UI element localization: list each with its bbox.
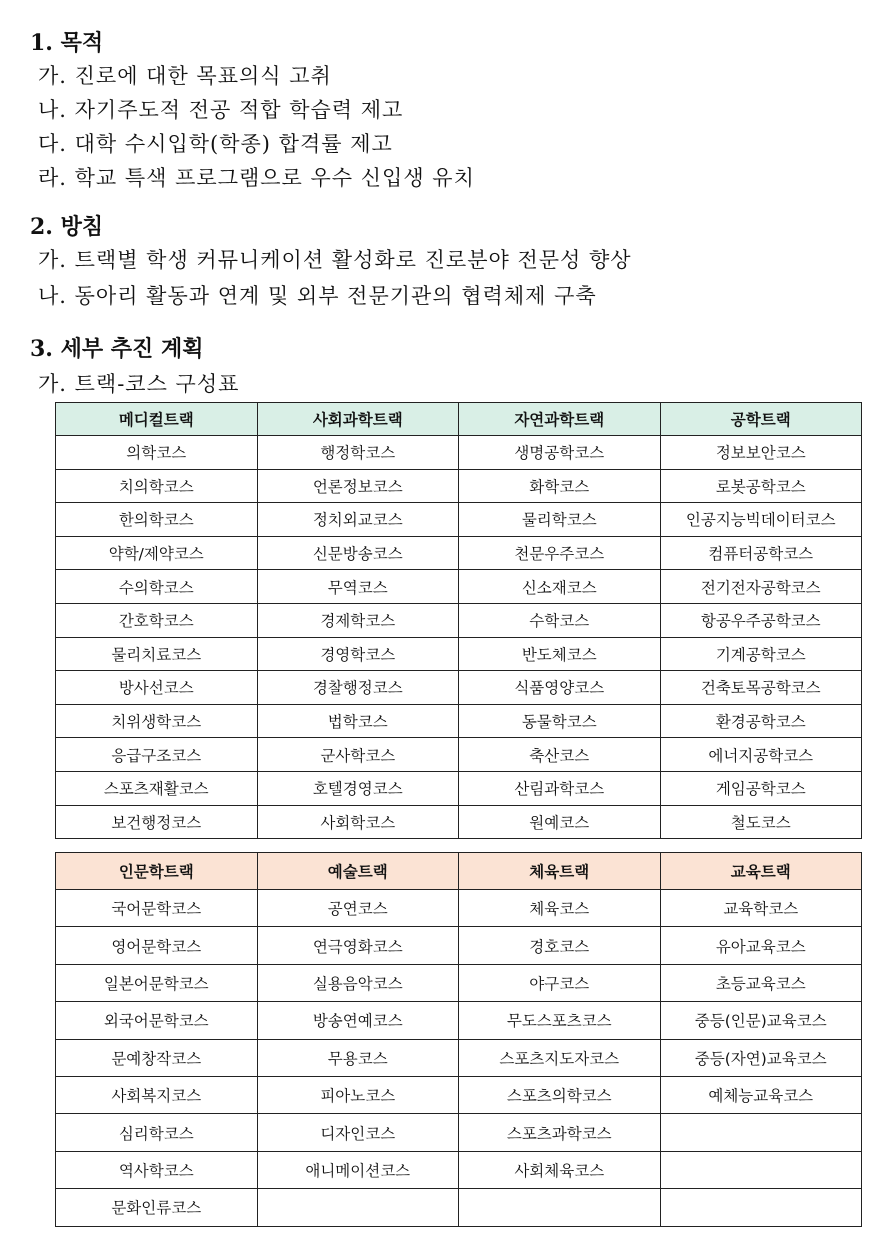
- table-cell: 화학코스: [459, 469, 661, 503]
- table-cell: 정치외교코스: [257, 503, 459, 537]
- table-cell: 의학코스: [56, 436, 258, 470]
- table-cell: 정보보안코스: [660, 436, 862, 470]
- table-cell: 법학코스: [257, 704, 459, 738]
- table-cell: 에너지공학코스: [660, 738, 862, 772]
- table-cell: 기계공학코스: [660, 637, 862, 671]
- table-cell: [257, 1189, 459, 1226]
- table-cell: 게임공학코스: [660, 771, 862, 805]
- table-cell: 심리학코스: [56, 1114, 258, 1151]
- column-header: 예술트랙: [257, 853, 459, 890]
- table-cell: 치의학코스: [56, 469, 258, 503]
- table-cell: 전기전자공학코스: [660, 570, 862, 604]
- table-cell: 방사선코스: [56, 671, 258, 705]
- table-cell: 산림과학코스: [459, 771, 661, 805]
- table-cell: 간호학코스: [56, 603, 258, 637]
- table-cell: 사회체육코스: [459, 1151, 661, 1188]
- table-cell: 야구코스: [459, 964, 661, 1001]
- table-cell: 공연코스: [257, 890, 459, 927]
- table-cell: 치위생학코스: [56, 704, 258, 738]
- column-header: 인문학트랙: [56, 853, 258, 890]
- table-cell: 수학코스: [459, 603, 661, 637]
- table-cell: 경찰행정코스: [257, 671, 459, 705]
- section-1-title: 1. 목적: [30, 30, 104, 56]
- table-cell: 인공지능빅데이터코스: [660, 503, 862, 537]
- table-cell: 식품영양코스: [459, 671, 661, 705]
- table-cell: 중등(인문)교육코스: [660, 1002, 862, 1039]
- track-course-table-2: [55, 852, 862, 1227]
- table-cell: 신문방송코스: [257, 536, 459, 570]
- table-cell: 스포츠과학코스: [459, 1114, 661, 1151]
- table-cell: 무도스포츠코스: [459, 1002, 661, 1039]
- table-row: [56, 436, 862, 470]
- table-cell: [660, 1189, 862, 1226]
- section-1-item: 가. 진로에 대한 목표의식 고취: [38, 64, 332, 88]
- track-course-table-1: [55, 402, 862, 839]
- table-row: [56, 503, 862, 537]
- table-row: [56, 1076, 862, 1113]
- section-1-item: 라. 학교 특색 프로그램으로 우수 신입생 유치: [38, 166, 475, 190]
- table-row: [56, 771, 862, 805]
- column-header: 교육트랙: [660, 853, 862, 890]
- column-header: 공학트랙: [660, 403, 862, 436]
- section-2-item: 나. 동아리 활동과 연계 및 외부 전문기관의 협력체제 구축: [38, 284, 597, 308]
- table-cell: 스포츠의학코스: [459, 1076, 661, 1113]
- column-header: 자연과학트랙: [459, 403, 661, 436]
- table-cell: 초등교육코스: [660, 964, 862, 1001]
- table-cell: 환경공학코스: [660, 704, 862, 738]
- table-cell: [660, 1114, 862, 1151]
- table-cell: 연극영화코스: [257, 927, 459, 964]
- table-cell: [660, 1151, 862, 1188]
- table-cell: 물리학코스: [459, 503, 661, 537]
- table-cell: 사회복지코스: [56, 1076, 258, 1113]
- table-cell: 동물학코스: [459, 704, 661, 738]
- table-cell: 피아노코스: [257, 1076, 459, 1113]
- table-cell: 체육코스: [459, 890, 661, 927]
- table-cell: 방송연예코스: [257, 1002, 459, 1039]
- table-cell: 보건행정코스: [56, 805, 258, 839]
- table-row: [56, 1189, 862, 1226]
- section-3-subtitle: 가. 트랙-코스 구성표: [38, 372, 240, 396]
- table-cell: 응급구조코스: [56, 738, 258, 772]
- table-cell: 무용코스: [257, 1039, 459, 1076]
- table-cell: 한의학코스: [56, 503, 258, 537]
- table-row: [56, 805, 862, 839]
- table-row: [56, 1151, 862, 1188]
- table-row: [56, 704, 862, 738]
- table-cell: 유아교육코스: [660, 927, 862, 964]
- table-cell: 교육학코스: [660, 890, 862, 927]
- table-cell: 영어문학코스: [56, 927, 258, 964]
- table-cell: 국어문학코스: [56, 890, 258, 927]
- table-row: [56, 637, 862, 671]
- table-cell: 항공우주공학코스: [660, 603, 862, 637]
- table-cell: 외국어문학코스: [56, 1002, 258, 1039]
- table-cell: 반도체코스: [459, 637, 661, 671]
- section-2-item: 가. 트랙별 학생 커뮤니케이션 활성화로 진로분야 전문성 향상: [38, 248, 632, 272]
- table-cell: 로봇공학코스: [660, 469, 862, 503]
- table-cell: 물리치료코스: [56, 637, 258, 671]
- section-1-item: 나. 자기주도적 전공 적합 학습력 제고: [38, 98, 404, 122]
- table-cell: 역사학코스: [56, 1151, 258, 1188]
- table-cell: 스포츠지도자코스: [459, 1039, 661, 1076]
- table-row: [56, 1114, 862, 1151]
- table-row: [56, 738, 862, 772]
- table-cell: 생명공학코스: [459, 436, 661, 470]
- table-cell: 원예코스: [459, 805, 661, 839]
- table-row: [56, 890, 862, 927]
- table-header-row: [56, 403, 862, 436]
- column-header: 체육트랙: [459, 853, 661, 890]
- table-cell: 행정학코스: [257, 436, 459, 470]
- table-row: [56, 603, 862, 637]
- table-row: [56, 1002, 862, 1039]
- table-cell: 문예창작코스: [56, 1039, 258, 1076]
- table-row: [56, 927, 862, 964]
- table-cell: 실용음악코스: [257, 964, 459, 1001]
- section-1-item: 다. 대학 수시입학(학종) 합격률 제고: [38, 132, 393, 156]
- table-cell: 축산코스: [459, 738, 661, 772]
- table-cell: 수의학코스: [56, 570, 258, 604]
- column-header: 사회과학트랙: [257, 403, 459, 436]
- table-cell: 철도코스: [660, 805, 862, 839]
- table-cell: 중등(자연)교육코스: [660, 1039, 862, 1076]
- table-cell: 컴퓨터공학코스: [660, 536, 862, 570]
- table-cell: 스포츠재활코스: [56, 771, 258, 805]
- table-cell: 건축토목공학코스: [660, 671, 862, 705]
- table-cell: 무역코스: [257, 570, 459, 604]
- column-header: 메디컬트랙: [56, 403, 258, 436]
- table-row: [56, 671, 862, 705]
- section-3-title: 3. 세부 추진 계획: [30, 336, 204, 362]
- table-cell: 호텔경영코스: [257, 771, 459, 805]
- table-cell: 경호코스: [459, 927, 661, 964]
- table-row: [56, 1039, 862, 1076]
- table-cell: 사회학코스: [257, 805, 459, 839]
- table-cell: 신소재코스: [459, 570, 661, 604]
- table-cell: 경제학코스: [257, 603, 459, 637]
- table-row: [56, 570, 862, 604]
- table-cell: 언론정보코스: [257, 469, 459, 503]
- table-cell: [459, 1189, 661, 1226]
- table-row: [56, 964, 862, 1001]
- table-cell: 군사학코스: [257, 738, 459, 772]
- table-cell: 일본어문학코스: [56, 964, 258, 1001]
- table-cell: 약학/제약코스: [56, 536, 258, 570]
- section-2-title: 2. 방침: [30, 214, 104, 240]
- table-cell: 문화인류코스: [56, 1189, 258, 1226]
- table-header-row: [56, 853, 862, 890]
- table-row: [56, 536, 862, 570]
- table-cell: 디자인코스: [257, 1114, 459, 1151]
- table-cell: 예체능교육코스: [660, 1076, 862, 1113]
- table-cell: 천문우주코스: [459, 536, 661, 570]
- table-cell: 애니메이션코스: [257, 1151, 459, 1188]
- table-row: [56, 469, 862, 503]
- table-cell: 경영학코스: [257, 637, 459, 671]
